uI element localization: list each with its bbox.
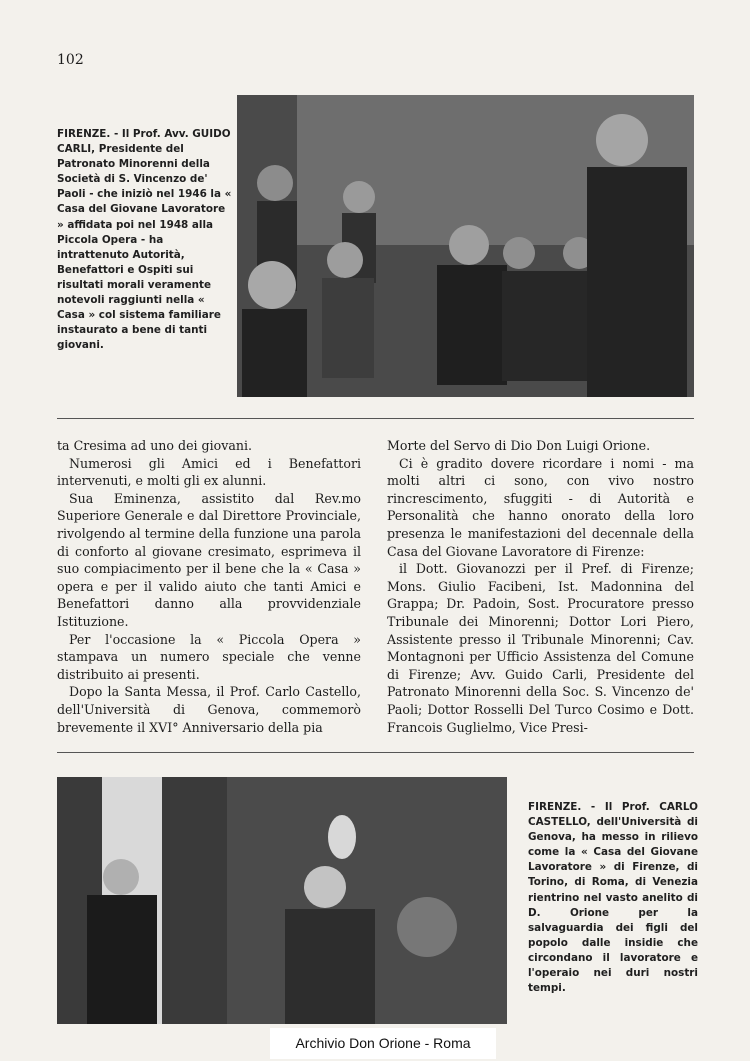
section-divider-bottom xyxy=(57,752,694,753)
paragraph: Dopo la Santa Messa, il Prof. Carlo Castello, dell'Università di Genova, commemorò brevemente il XVI° Anniversario della pia xyxy=(57,684,361,735)
text-column-left xyxy=(57,437,361,736)
photo-speaker-audience xyxy=(237,95,694,397)
paragraph: Per l'occasione la « Piccola Opera » stampava un numero speciale che venne distribuito ai presenti. xyxy=(57,631,361,682)
paragraph: ta Cresima ad uno dei giovani. xyxy=(57,438,252,453)
photo-castello-speech-illustration xyxy=(57,777,507,1024)
paragraph: Morte del Servo di Dio Don Luigi Orione. xyxy=(387,438,651,453)
archive-footer: Archivio Don Orione - Roma xyxy=(270,1028,496,1059)
page-number: 102 xyxy=(57,52,84,68)
photo-caption-top: FIRENZE. - Il Prof. Avv. GUIDO CARLI, Presidente del Patronato Minorenni della Società di S. Vincenzo de' Paoli - che iniziò nel 1946 la « Casa del Giovane Lavoratore » affidata poi nel 1948 alla Piccola Opera - ha intrattenuto Autorità, Benefattori e Ospiti sui risultati morali veramente notevoli raggiunti nella « Casa » col sistema familiare instaurato a bene di tanti giovani. xyxy=(57,128,232,352)
photo-speaker-audience-illustration xyxy=(237,95,694,397)
section-divider-top xyxy=(57,418,694,419)
paragraph: Ci è gradito dovere ricordare i nomi - ma molti altri ci sono, con vivo nostro rincrescimento, sfuggiti - di Autorità e Personalità che hanno onorato della loro presenza le manifestazioni del decennale della Casa del Giovane Lavoratore di Firenze: xyxy=(387,455,694,559)
photo-caption-bottom: FIRENZE. - Il Prof. CARLO CASTELLO, dell'Università di Genova, ha messo in rilievo come la « Casa del Giovane Lavoratore » di Firenze, di Torino, di Roma, di Venezia rientrino nel vasto anelito di D. Orione per la salvaguardia dei figli del popolo dalle insidie che circondano il lavoratore e l'operaio nei duri nostri tempi. xyxy=(528,801,698,995)
paragraph: il Dott. Giovanozzi per il Pref. di Firenze; Mons. Giulio Facibeni, Ist. Madonnina del Grappa; Dr. Padoin, Sost. Procuratore presso Tribunale dei Minorenni; Dottor Lori Piero, Assistente presso il Tribunale Minorenni; Cav. Montagnoni per Ufficio Assistenza del Comune di Firenze; Avv. Guido Carli, Presidente del Patronato Minorenni della Soc. S. Vincenzo de' Paoli; Dottor Rosselli Del Turco Cosimo e Dott. Francois Guglielmo, Vice Presi- xyxy=(387,561,694,735)
paragraph: Sua Eminenza, assistito dal Rev.mo Superiore Generale e dal Direttore Provinciale, rivolgendo al termine della funzione una parola di conforto al giovane cresimato, esprimeva il suo compiacimento per il bene che la « Casa » opera e per il valido aiuto che tanti Amici e Benefattori danno alla provvidenziale Istituzione. xyxy=(57,490,361,629)
text-column-right xyxy=(387,437,694,736)
paragraph: Numerosi gli Amici ed i Benefattori intervenuti, e molti gli ex alunni. xyxy=(57,455,361,489)
photo-castello-speech xyxy=(57,777,507,1024)
